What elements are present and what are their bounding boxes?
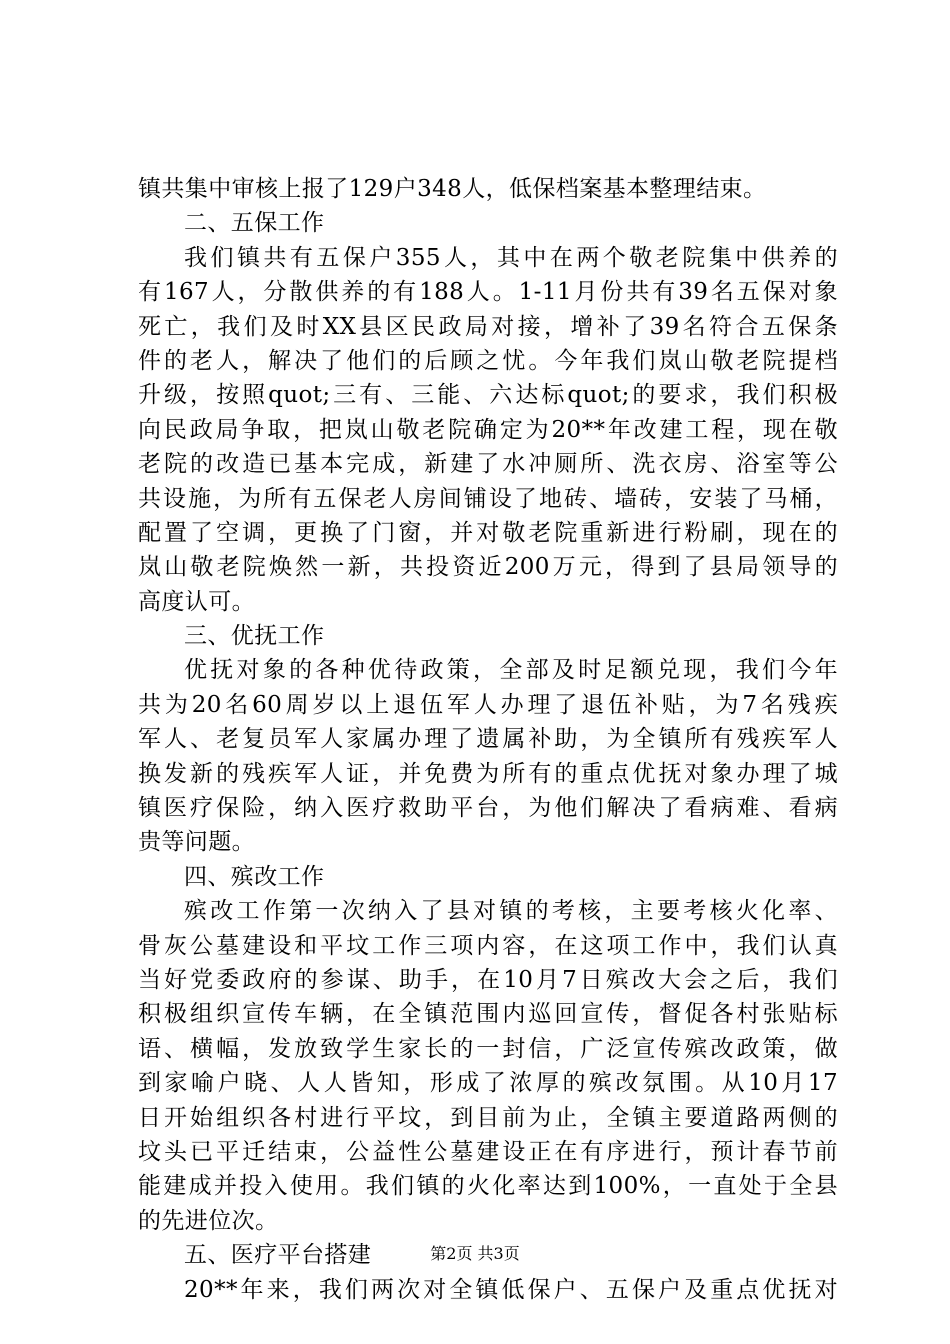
paragraph-line: 向民政局争取，把岚山敬老院确定为20**年改建工程，现在敬	[138, 416, 838, 443]
paragraph-line: 殡改工作第一次纳入了县对镇的考核，主要考核火化率、	[184, 898, 838, 925]
paragraph-line: 当好党委政府的参谋、助手，在10月7日殡改大会之后，我们	[138, 966, 838, 993]
paragraph-line: 积极组织宣传车辆，在全镇范围内巡回宣传，督促各村张贴标	[138, 1001, 838, 1028]
paragraph-line: 骨灰公墓建设和平坟工作三项内容，在这项工作中，我们认真	[138, 932, 838, 959]
section-heading: 四、殡改工作	[184, 863, 325, 890]
paragraph-line: 镇共集中审核上报了129户348人，低保档案基本整理结束。	[138, 176, 767, 202]
paragraph-line: 能建成并投入使用。我们镇的火化率达到100%，一直处于全县	[138, 1173, 838, 1200]
paragraph-line: 有167人，分散供养的有188人。1-11月份共有39名五保对象	[138, 279, 838, 306]
paragraph-line: 军人、老复员军人家属办理了遗属补助，为全镇所有残疾军人	[138, 726, 838, 753]
page-footer: 第2页 共3页	[430, 1244, 520, 1263]
paragraph-line: 共设施，为所有五保老人房间铺设了地砖、墙砖，安装了马桶，	[138, 485, 838, 512]
paragraph-line: 升级，按照quot;三有、三能、六达标quot;的要求，我们积极	[138, 382, 838, 409]
paragraph-line: 的先进位次。	[138, 1207, 279, 1234]
paragraph-line: 高度认可。	[138, 588, 255, 615]
paragraph-line: 配置了空调，更换了门窗，并对敬老院重新进行粉刷，现在的	[138, 519, 838, 546]
paragraph-line: 死亡，我们及时XX县区民政局对接，增补了39名符合五保条	[138, 313, 838, 340]
paragraph-line: 件的老人，解决了他们的后顾之忧。今年我们岚山敬老院提档	[138, 347, 838, 374]
paragraph-line: 我们镇共有五保户355人，其中在两个敬老院集中供养的	[184, 244, 838, 271]
paragraph-line: 岚山敬老院焕然一新，共投资近200万元，得到了县局领导的	[138, 554, 838, 581]
paragraph-line: 20**年来，我们两次对全镇低保户、五保户及重点优抚对	[184, 1276, 838, 1303]
paragraph-line: 语、横幅，发放致学生家长的一封信，广泛宣传殡改政策，做	[138, 1035, 838, 1062]
document-body	[138, 172, 838, 1307]
paragraph-line: 镇医疗保险，纳入医疗救助平台，为他们解决了看病难、看病	[138, 795, 838, 822]
paragraph-line: 老院的改造已基本完成，新建了水冲厕所、洗衣房、浴室等公	[138, 451, 838, 478]
paragraph-line: 换发新的残疾军人证，并免费为所有的重点优抚对象办理了城	[138, 760, 838, 787]
section-heading: 二、五保工作	[184, 210, 325, 237]
section-heading: 五、医疗平台搭建	[184, 1242, 372, 1269]
paragraph-line: 优抚对象的各种优待政策，全部及时足额兑现，我们今年	[184, 657, 838, 684]
section-heading: 三、优抚工作	[184, 623, 325, 650]
paragraph-line: 共为20名60周岁以上退伍军人办理了退伍补贴，为7名残疾	[138, 691, 838, 718]
paragraph-line: 坟头已平迁结束，公益性公墓建设正在有序进行，预计春节前	[138, 1138, 838, 1165]
paragraph-line: 日开始组织各村进行平坟，到目前为止，全镇主要道路两侧的	[138, 1104, 838, 1131]
paragraph-line: 到家喻户晓、人人皆知，形成了浓厚的殡改氛围。从10月17	[138, 1070, 838, 1097]
paragraph-line: 贵等问题。	[138, 829, 255, 856]
